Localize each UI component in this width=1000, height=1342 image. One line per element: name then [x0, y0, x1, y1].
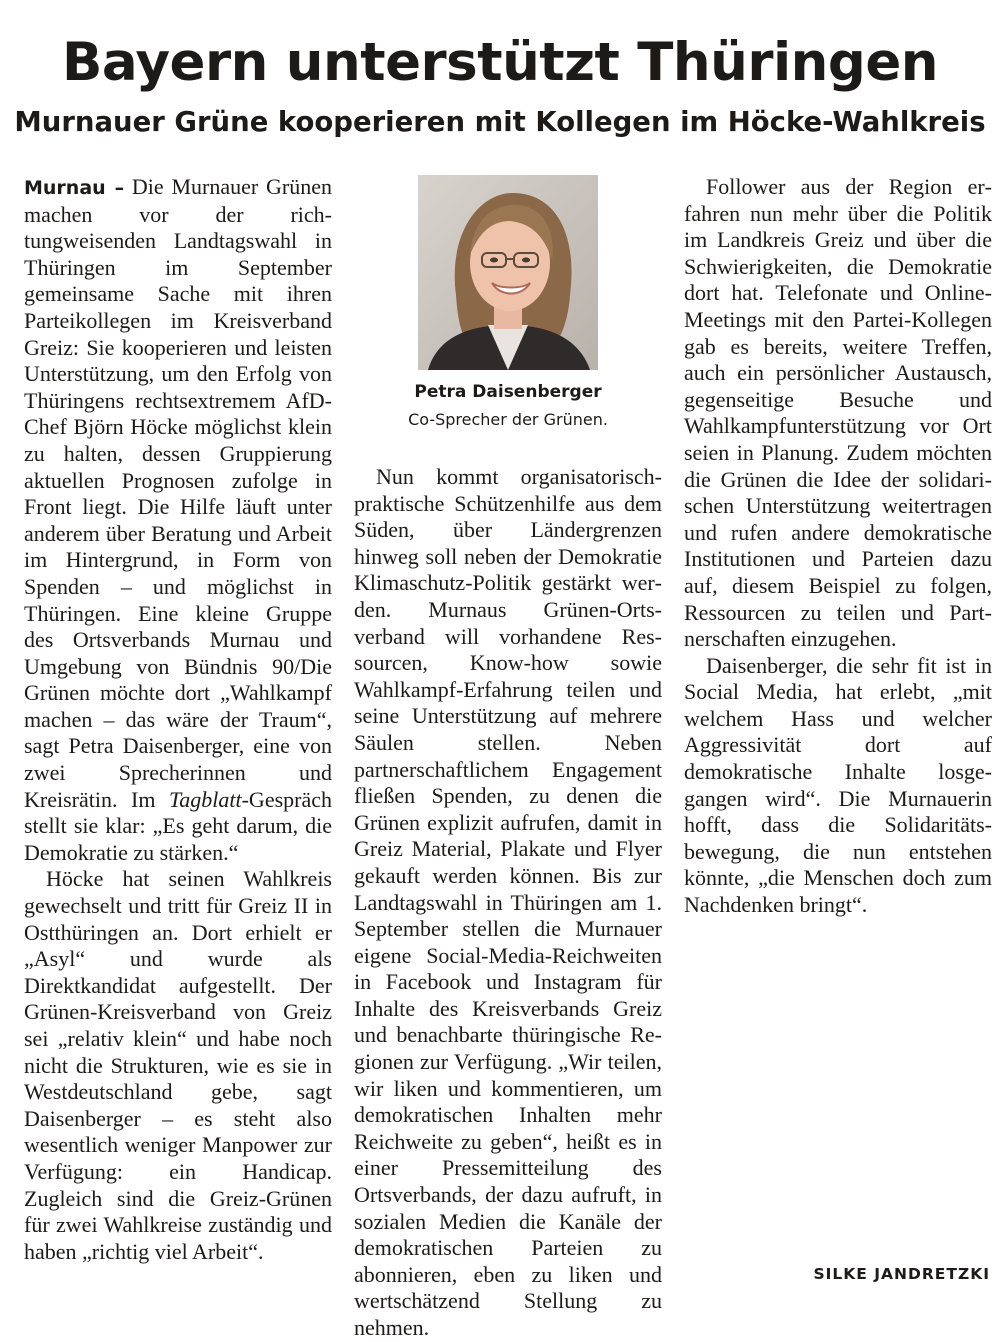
dateline: Murnau –: [24, 177, 125, 199]
subheadline: Murnauer Grüne kooperieren mit Kollegen im Höcke-Wahlkreis: [14, 106, 986, 138]
paragraph-1: [24, 174, 332, 866]
headline: Bayern unterstützt Thüringen: [61, 32, 939, 93]
paragraph-1-quote: -Gespräch stellt sie klar: „Es geht darum, die Demokratie zu stärken.“: [24, 786, 333, 865]
newspaper-name: Tagblatt: [169, 786, 242, 812]
paragraph-1-text: Die Murnauer Grünen machen vor der richtungweisenden Landtagswahl in Thüringen im September gemeinsame Sache mit ihren Parteikollegen im Kreisverband Greiz: Sie kooperieren und leisten Unterstützung, um den Erfolg von Thüringens rechtsextremem AfD-Chef Björn Höcke möglichst klein zu halten, dessen Gruppierung aktuellen Prognosen zufolge in Front liegt. Die Hilfe läuft unter anderem über Beratung und Arbeit im Hintergrund, in Form von Spenden – und möglichst in Thüringen. Eine kleine Gruppe des Ortsverbands Murnau und Umgebung von Bündnis 90/Die Grünen möchte dort „Wahlkampf machen – das wäre der Traum“, sagt Petra Daisenberger, eine von zwei Sprecherinnen und Kreisrätin.: [24, 174, 332, 812]
paragraph-1-tail: Im: [131, 786, 156, 812]
paragraph-3: Nun kommt organisatorisch-praktische Schützenhilfe aus dem Süden, über Ländergrenzen hinweg soll neben der Demokratie Klimaschutz-Politik gestärkt werden. Murnaus Grünen-Ortsverband will vorhandene Ressourcen, Know-how sowie Wahlkampf-Erfahrung teilen und seine Unterstützung auf mehrere Säulen stellen. Neben partnerschaftlichem Engagement fließen Spenden, zu denen die Grünen explizit aufrufen, damit in Greiz Material, Plakate und Flyer gekauft werden können. Bis zur Landtagswahl in Thüringen am 1. September stellen die Murnauer eigene Social-Media-Reichweiten in Facebook und Instagram für Inhalte des Kreisverbands Greiz und benachbarte thüringische Regionen zur Verfügung. „Wir teilen, wir liken und kommentieren, um demokratischen Inhalten mehr Reichweite zu geben“, heißt es in einer Pressemitteilung des Ortsverbands, der dazu aufruft, in sozialen Medien die Kanäle der demokratischen Parteien zu abonnieren, eben zu liken und wertschätzend Stellung zu nehmen.: [354, 464, 662, 1340]
article-column-1: [24, 174, 332, 1265]
article-column-3: [684, 174, 992, 919]
portrait-image: [418, 175, 598, 370]
article-column-2: [354, 464, 662, 1342]
paragraph-2: Höcke hat seinen Wahlkreis gewechselt und tritt für Greiz II in Ostthüringen an. Dort erhielt er „Asyl“ und wurde als Direktkandidat aufgestellt. Der Grünen-Kreisverband von Greiz sei „relativ klein“ und habe noch nicht die Strukturen, wie es sie in Westdeutschland gebe, sagt Daisenberger – es steht also wesentlich weniger Manpower zur Verfügung: ein Handicap. Zugleich sind die Greiz-Grünen für zwei Wahlkreise zuständig und haben „richtig viel Arbeit“.: [24, 866, 332, 1264]
photo-caption-role: Co-Sprecher der Grünen.: [408, 410, 608, 429]
portrait-photo: [418, 175, 598, 370]
author-byline: SILKE JANDRETZKI: [813, 1265, 990, 1283]
paragraph-4: Follower aus der Region erfahren nun mehr über die Politik im Landkreis Greiz und über die Schwierigkeiten, die Demokratie dort hat. Telefonate und Online-Meetings mit den Partei-Kollegen gab es bereits, weitere Treffen, auch ein persönlicher Austausch, gegenseitige Besuche und Wahlkampfunterstützung vor Ort seien in Planung. Zudem möchten die Grünen die Idee der solidarischen Unterstützung weitertragen und rufen andere demokratische Institutionen und Parteien dazu auf, diesem Beispiel zu folgen, Ressourcen zu teilen und Partnerschaften einzugehen.: [684, 174, 992, 652]
photo-caption-name: Petra Daisenberger: [414, 382, 602, 402]
paragraph-5: Daisenberger, die sehr fit ist in Social Media, hat erlebt, „mit welchem Hass und welcher Aggressivität dort auf demokratische Inhalte losgegangen wird“. Die Murnauerin hofft, dass die Solidaritätsbewegung, die nun entstehen könnte, „die Menschen doch zum Nachdenken bringt“.: [684, 652, 992, 918]
